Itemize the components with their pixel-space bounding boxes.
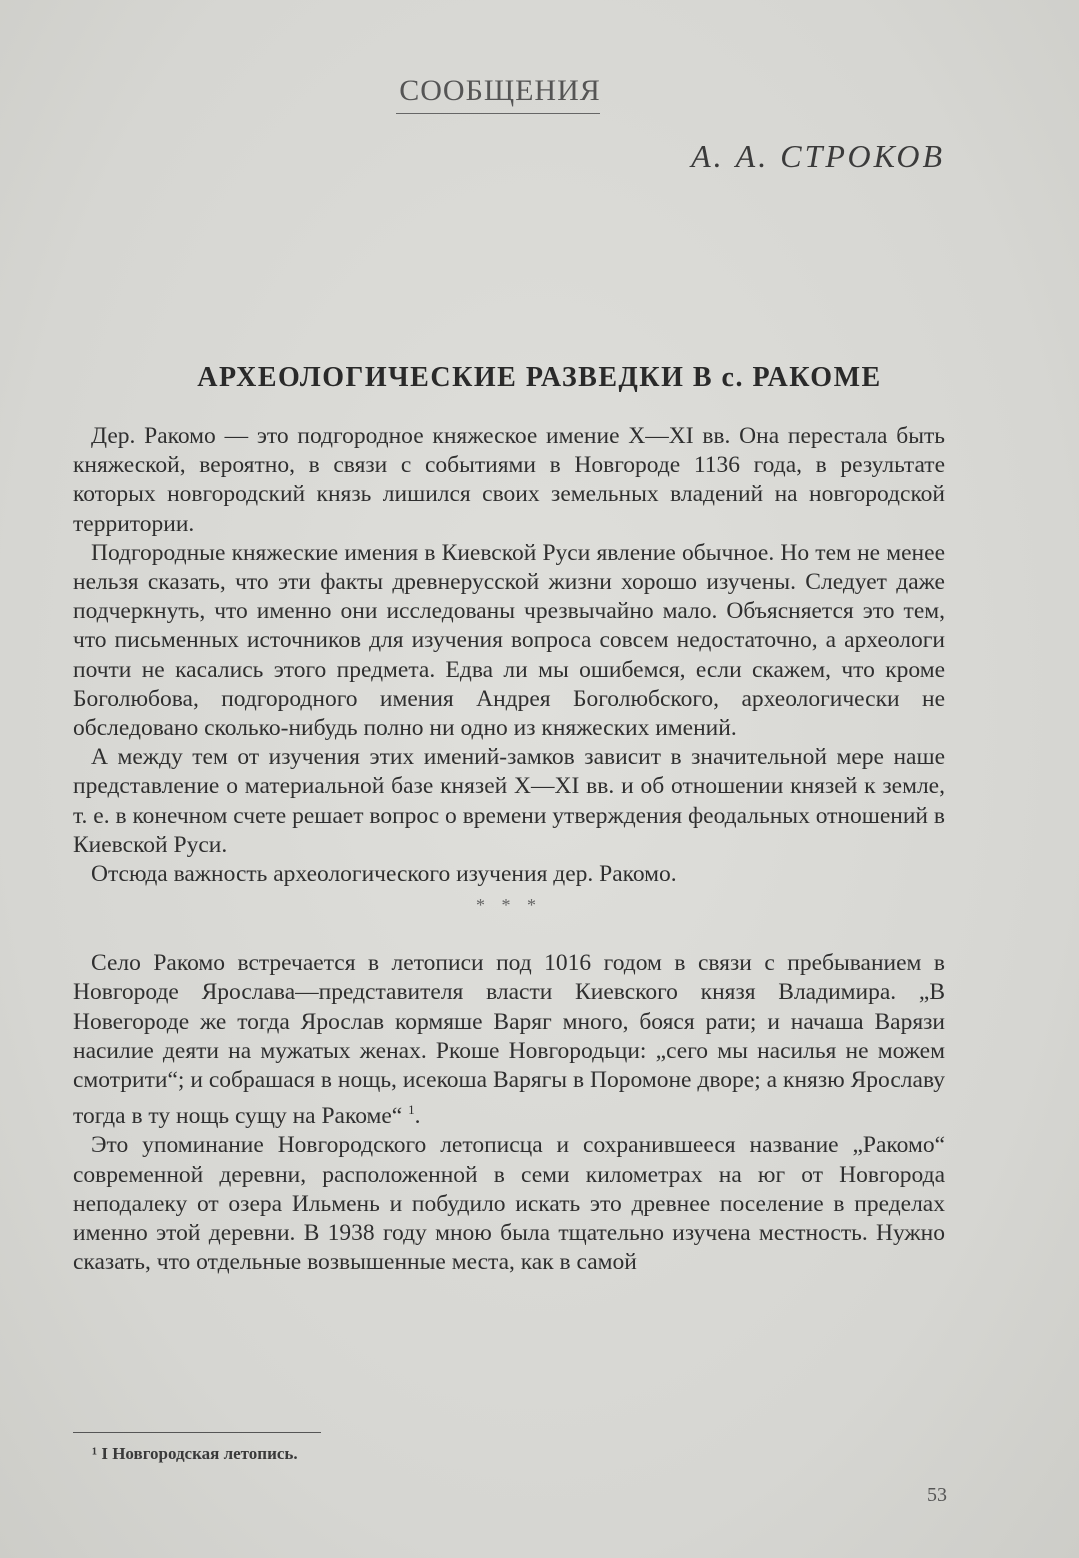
- paragraph-1: Дер. Ракомо — это подгородное княжеское имение X—XI вв. Она перестала быть княжеской, вероятно, в связи с событиями в Новгороде 1136 года, в результате которых новгородский князь лишился своих земельных владений на новгородской территории.: [73, 423, 945, 537]
- author-name: А. А. СТРОКОВ: [691, 138, 945, 174]
- article-title: АРХЕОЛОГИЧЕСКИЕ РАЗВЕДКИ В с. РАКОМЕ: [197, 362, 882, 393]
- section-separator: * * *: [476, 895, 542, 916]
- footnote-reference: 1: [408, 1102, 415, 1118]
- paragraph-4: Отсюда важность археологического изучения дер. Ракомо.: [91, 861, 677, 888]
- paragraph-5-text: Село Ракомо встречается в летописи под 1016 годом в связи с пребыванием в Новгороде Ярослава—представителя власти Киевского князя Владимира. „В Новегороде же тогда Ярослав кормяше Варяг много, бояся рати; и начаша Варязи насилие деяти на мужатых женах. Ркоше Новгородьци: „сего мы насилья не можем смотрити“; и собрашася в нощь, исекоша Варягы в Поромоне дворе; а князю Ярославу тогда в ту нощь сущу на Ракоме“: [73, 950, 945, 1130]
- paragraph-5: Село Ракомо встречается в летописи под 1016 годом в связи с пребыванием в Новгороде Ярослава—представителя власти Киевского князя Владимира. „В Новегороде же тогда Ярослав кормяше Варяг много, бояся рати; и начаша Варязи насилие деяти на мужатых женах. Ркоше Новгородьци: „сего мы насилья не можем смотрити“; и собрашася в нощь, исекоша Варягы в Поромоне дворе; а князю Ярославу тогда в ту нощь сущу на Ракоме“ $^1$.: [73, 950, 945, 1130]
- footnote-divider: [73, 1432, 321, 1433]
- page-number: 53: [927, 1484, 947, 1506]
- section-heading: СООБЩЕНИЯ: [399, 74, 601, 107]
- paragraph-3: А между тем от изучения этих имений-замков зависит в значительной мере наше представление о материальной базе князей X—XI вв. и об отношении князей к земле, т. е. в конечном счете решает вопрос о времени утверждения феодальных отношений в Киевской Руси.: [73, 744, 945, 858]
- paragraph-6: Это упоминание Новгородского летописца и сохранившееся название „Ракомо“ современной деревни, расположенной в семи километрах на юг от Новгорода неподалеку от озера Ильмень и побудило искать это древнее поселение в пределах именно этой деревни. В 1938 году мною была тщательно изучена местность. Нужно сказать, что отдельные возвышенные места, как в самой: [73, 1132, 945, 1276]
- article-body: [73, 422, 945, 1277]
- footnote: ¹ I Новгородская летопись.: [92, 1444, 298, 1463]
- section-underline: [396, 113, 600, 114]
- paragraph-2: Подгородные княжеские имения в Киевской Руси явление обычное. Но тем не менее нельзя сказать, что эти факты древнерусской жизни хорошо изучены. Следует даже подчеркнуть, что именно они исследованы чрезвычайно мало. Объясняется это тем, что письменных источников для изучения вопроса совсем недостаточно, а археологи почти не касались этого предмета. Едва ли мы ошибемся, если скажем, что кроме Боголюбова, подгородного имения Андрея Боголюбского, археологически не обследовано сколько-нибудь полно ни одно из княжеских имений.: [73, 539, 945, 742]
